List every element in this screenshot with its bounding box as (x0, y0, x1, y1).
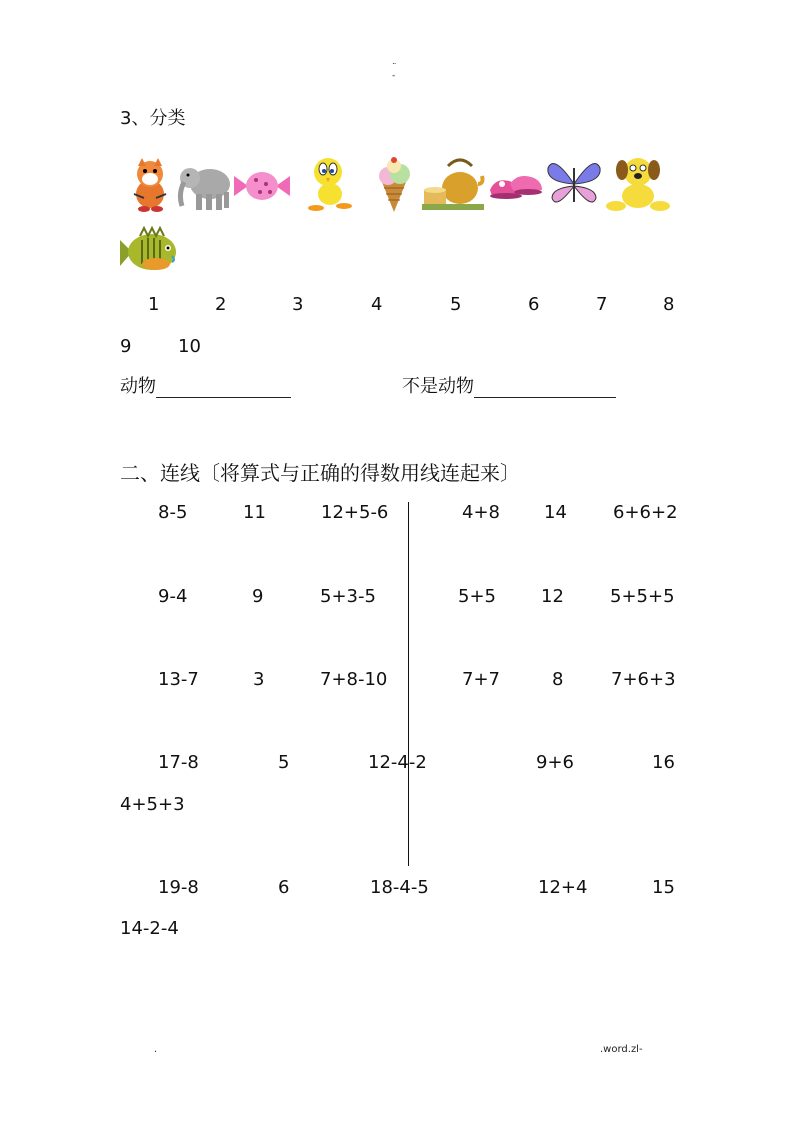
section-title-matching: 二、连线〔将算式与正确的得数用线连起来〕 (120, 461, 520, 485)
shoes-icon (486, 154, 546, 214)
expression: 8-5 (158, 502, 188, 523)
animal-answer-line: 动物 (120, 376, 291, 398)
expression: 5+3-5 (320, 586, 376, 607)
result: 3 (253, 669, 265, 690)
expression: 13-7 (158, 669, 199, 690)
expression: 12+5-6 (321, 502, 389, 523)
candy-icon (232, 154, 292, 214)
expression: 7+8-10 (320, 669, 388, 690)
fish-icon (116, 224, 182, 280)
expression: 7+7 (462, 669, 500, 690)
tiger-icon (120, 154, 180, 214)
ice-cream-icon (366, 154, 426, 214)
expression: 4+8 (462, 502, 500, 523)
bird-icon (298, 154, 358, 214)
number-label: 5 (450, 294, 462, 315)
number-label: 7 (596, 294, 608, 315)
footer-left: . (154, 1044, 158, 1055)
result: 6 (278, 877, 290, 898)
dog-icon (604, 154, 670, 214)
expression: 12+4 (538, 877, 588, 898)
expression: 17-8 (158, 752, 199, 773)
expression: 14-2-4 (120, 918, 179, 939)
expression: 9+6 (536, 752, 574, 773)
number-label: 9 (120, 336, 132, 357)
header-mark: ¨ - (392, 63, 397, 81)
butterfly-icon (544, 154, 604, 214)
expression: 12-4-2 (368, 752, 427, 773)
result: 15 (652, 877, 675, 898)
expression: 18-4-5 (370, 877, 429, 898)
number-label: 4 (371, 294, 383, 315)
number-label: 8 (663, 294, 675, 315)
not-animal-answer-line: 不是动物 (402, 376, 616, 398)
expression: 5+5 (458, 586, 496, 607)
expression: 5+5+5 (610, 586, 675, 607)
number-label: 6 (528, 294, 540, 315)
result: 16 (652, 752, 675, 773)
expression: 7+6+3 (611, 669, 676, 690)
number-label: 1 (148, 294, 160, 315)
result: 12 (541, 586, 564, 607)
teapot-icon (420, 154, 486, 214)
expression: 4+5+3 (120, 794, 185, 815)
number-label: 2 (215, 294, 227, 315)
elephant-icon (176, 154, 236, 214)
divider-line (408, 502, 409, 866)
result: 9 (252, 586, 264, 607)
footer-right: .word.zl- (600, 1044, 643, 1055)
expression: 6+6+2 (613, 502, 678, 523)
result: 11 (243, 502, 266, 523)
expression: 19-8 (158, 877, 199, 898)
result: 14 (544, 502, 567, 523)
number-label: 3 (292, 294, 304, 315)
number-label: 10 (178, 336, 201, 357)
result: 8 (552, 669, 564, 690)
section-title-classify: 3、分类 (120, 108, 186, 129)
not-animal-blank[interactable] (474, 379, 616, 398)
result: 5 (278, 752, 290, 773)
expression: 9-4 (158, 586, 188, 607)
animal-blank[interactable] (156, 379, 291, 398)
